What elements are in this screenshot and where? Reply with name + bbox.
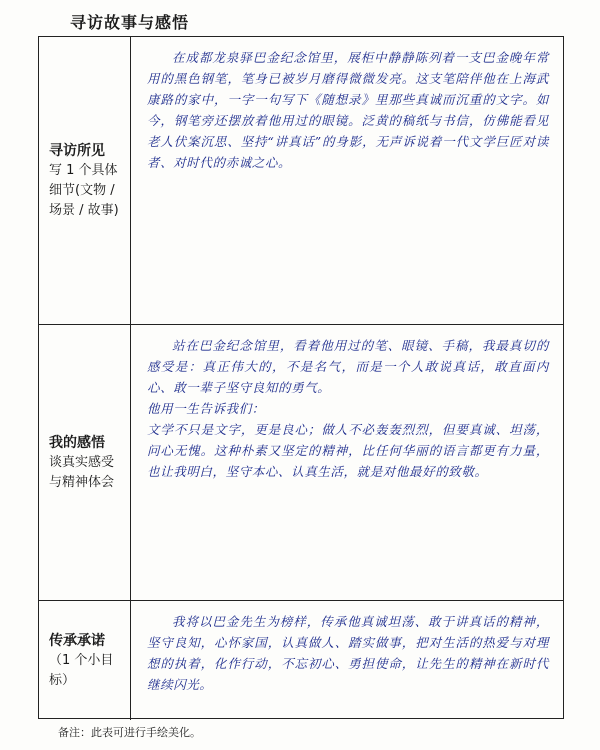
- row-hint: （1 个小目标）: [49, 652, 114, 688]
- content-cell: [131, 325, 563, 600]
- table-row-commitment: [39, 601, 563, 720]
- form-table: [38, 36, 564, 719]
- table-row-reflection: [39, 325, 563, 601]
- row-hint: 谈真实感受与精神体会: [49, 454, 115, 490]
- footer-note: 备注：此表可进行手绘美化。: [58, 726, 201, 739]
- handwritten-text: 在成都龙泉驿巴金纪念馆里，展柜中静静陈列着一支巴金晚年常用的黑色钢笔，笔身已被岁月磨得微微发亮。这支笔陪伴他在上海武康路的家中，一字一句写下《随想录》里那些真诚而沉重的文字。如今，钢笔旁还摆放着他用过的眼镜。泛黄的稿纸与书信，仿佛能看见老人伏案沉思、坚持“讲真话”的身影，无声诉说着一代文学巨匠对读者、对时代的赤诚之心。: [147, 50, 549, 170]
- handwritten-text: 文学不只是文字，更是良心；做人不必轰轰烈烈，但要真诚、坦荡，问心无愧。这种朴素又坚定的精神，比任何华丽的语言都更有力量，也让我明白，坚守本心、认真生活，就是对他最好的致敬。: [147, 422, 549, 479]
- row-label: 我的感悟: [49, 434, 105, 451]
- table-row-observation: [39, 37, 563, 325]
- label-cell: [39, 325, 131, 600]
- handwritten-text: 站在巴金纪念馆里，看着他用过的笔、眼镜、手稿，我最真切的感受是：真正伟大的，不是名气，而是一个人敢说真话，敢直面内心、敢一辈子坚守良知的勇气。: [147, 338, 549, 395]
- row-hint: 写 1 个具体细节(文物 / 场景 / 故事): [49, 162, 119, 218]
- content-cell: [131, 37, 563, 324]
- label-cell: [39, 37, 131, 324]
- content-cell: [131, 601, 563, 720]
- row-label: 传承承诺: [49, 632, 105, 649]
- label-cell: [39, 601, 131, 720]
- handwritten-text: 他用一生告诉我们：: [147, 401, 265, 416]
- page-title: 寻访故事与感悟: [70, 13, 190, 32]
- row-label: 寻访所见: [49, 142, 105, 159]
- handwritten-text: 我将以巴金先生为榜样，传承他真诚坦荡、敢于讲真话的精神，坚守良知，心怀家国，认真做人、踏实做事，把对生活的热爱与对理想的执着，化作行动，不忘初心、勇担使命，让先生的精神在新时代继续闪光。: [147, 614, 549, 692]
